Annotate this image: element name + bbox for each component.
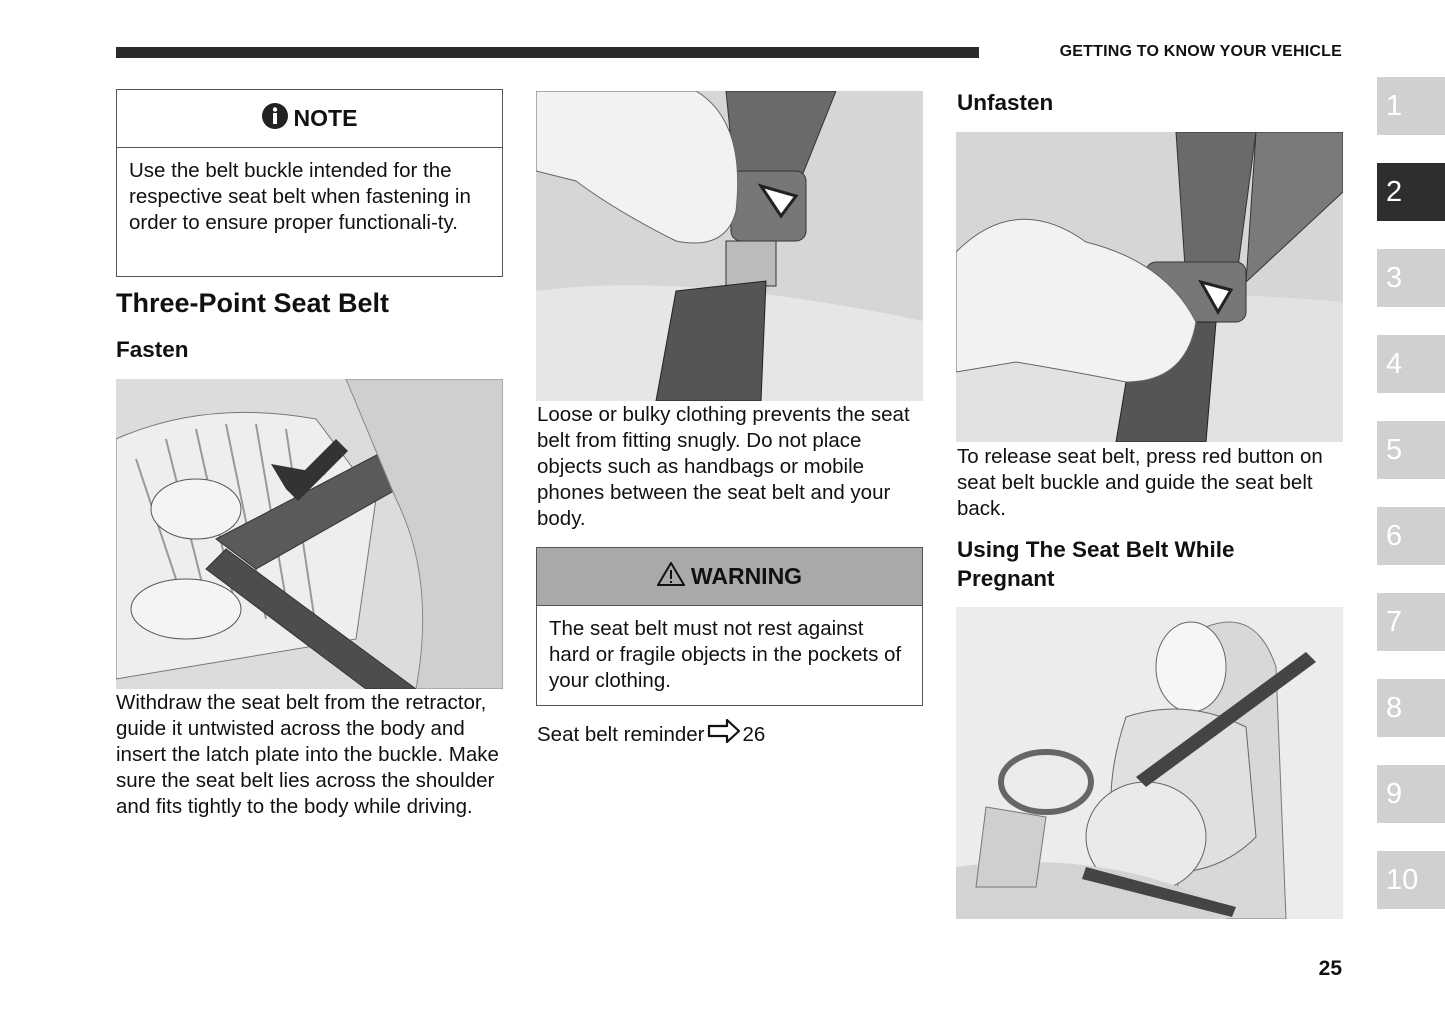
section-heading: Three-Point Seat Belt — [116, 288, 390, 318]
warning-title: WARNING — [690, 563, 803, 589]
cross-reference[interactable] — [537, 718, 765, 751]
note-header — [117, 90, 502, 148]
warning-header — [537, 548, 922, 606]
tab-4[interactable]: 4 — [1377, 335, 1445, 393]
unfasten-illustration — [956, 132, 1343, 442]
info-icon — [262, 103, 288, 135]
buckle-illustration — [536, 91, 923, 401]
fasten-heading: Fasten — [116, 337, 189, 362]
reference-page[interactable]: 26 — [742, 722, 766, 746]
note-title: NOTE — [293, 105, 358, 131]
tab-7[interactable]: 7 — [1377, 593, 1445, 651]
tab-6[interactable]: 6 — [1377, 507, 1445, 565]
unfasten-text: To release seat belt, press red button on seat belt buckle and guide the seat belt back. — [957, 445, 1323, 520]
warning-text: The seat belt must not rest against hard or fragile objects in the pockets of your clothing. — [549, 617, 902, 692]
page-number: 25 — [1318, 957, 1342, 980]
warning-box — [536, 547, 923, 706]
tab-2[interactable]: 2 — [1377, 163, 1445, 221]
warning-triangle-icon — [657, 562, 685, 592]
fasten-illustration — [116, 379, 503, 689]
tab-5[interactable]: 5 — [1377, 421, 1445, 479]
tab-9[interactable]: 9 — [1377, 765, 1445, 823]
pregnant-heading: Using The Seat Belt While Pregnant — [957, 537, 1235, 591]
note-text: Use the belt buckle intended for the respective seat belt when fastening in order to ensure proper functionali-ty. — [129, 159, 471, 234]
tab-1[interactable]: 1 — [1377, 77, 1445, 135]
reference-label: Seat belt reminder — [537, 722, 705, 746]
clothing-text: Loose or bulky clothing prevents the seat belt from fitting snugly. Do not place objects such as handbags or mobile phones between the seat belt and your body. — [537, 403, 910, 530]
tab-3[interactable]: 3 — [1377, 249, 1445, 307]
tab-10[interactable]: 10 — [1377, 851, 1445, 909]
pregnant-illustration — [956, 607, 1343, 919]
unfasten-heading: Unfasten — [957, 90, 1054, 115]
arrow-right-icon — [705, 718, 743, 751]
fasten-text: Withdraw the seat belt from the retractor, guide it untwisted across the body and insert the latch plate into the buckle. Make sure the seat belt lies across the shoulder and fits tightly to the body while driving. — [116, 691, 499, 818]
note-box — [116, 89, 503, 277]
section-title: GETTING TO KNOW YOUR VEHICLE — [1059, 43, 1342, 60]
tab-8[interactable]: 8 — [1377, 679, 1445, 737]
header-rule — [116, 47, 979, 58]
